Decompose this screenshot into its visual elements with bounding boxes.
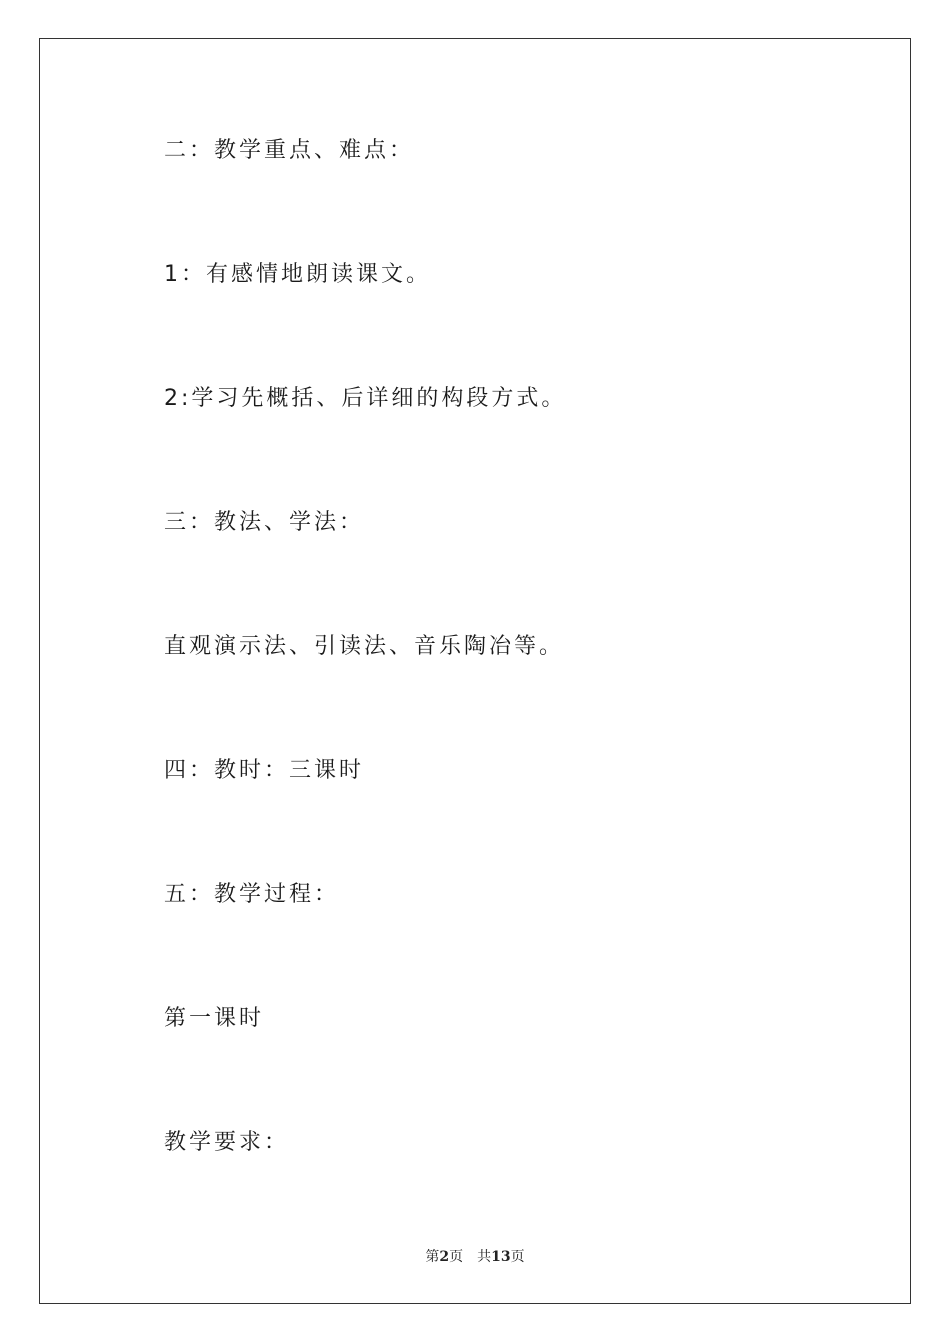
section-heading-key-points: 二：教学重点、难点：: [164, 138, 415, 163]
section-heading-process: 五：教学过程：: [164, 882, 340, 907]
page-number: 2: [439, 1249, 450, 1265]
page-prefix: 第: [425, 1249, 440, 1265]
key-point-1: 1：有感情地朗读课文。: [164, 262, 431, 287]
teaching-requirements-heading: 教学要求：: [164, 1130, 290, 1155]
page-footer: [0, 1246, 950, 1266]
total-pages: 13: [491, 1249, 511, 1265]
total-suffix: 页: [510, 1249, 525, 1265]
page-border: [39, 38, 911, 1304]
key-point-2: 2:学习先概括、后详细的构段方式。: [164, 386, 567, 411]
methods-text: 直观演示法、引读法、音乐陶冶等。: [164, 634, 565, 659]
first-lesson-heading: 第一课时: [164, 1006, 265, 1031]
total-prefix: 共: [477, 1249, 492, 1265]
section-heading-methods: 三：教法、学法：: [164, 510, 365, 535]
section-heading-class-hours: 四：教时：三课时: [164, 758, 365, 783]
page-suffix: 页: [449, 1249, 464, 1265]
